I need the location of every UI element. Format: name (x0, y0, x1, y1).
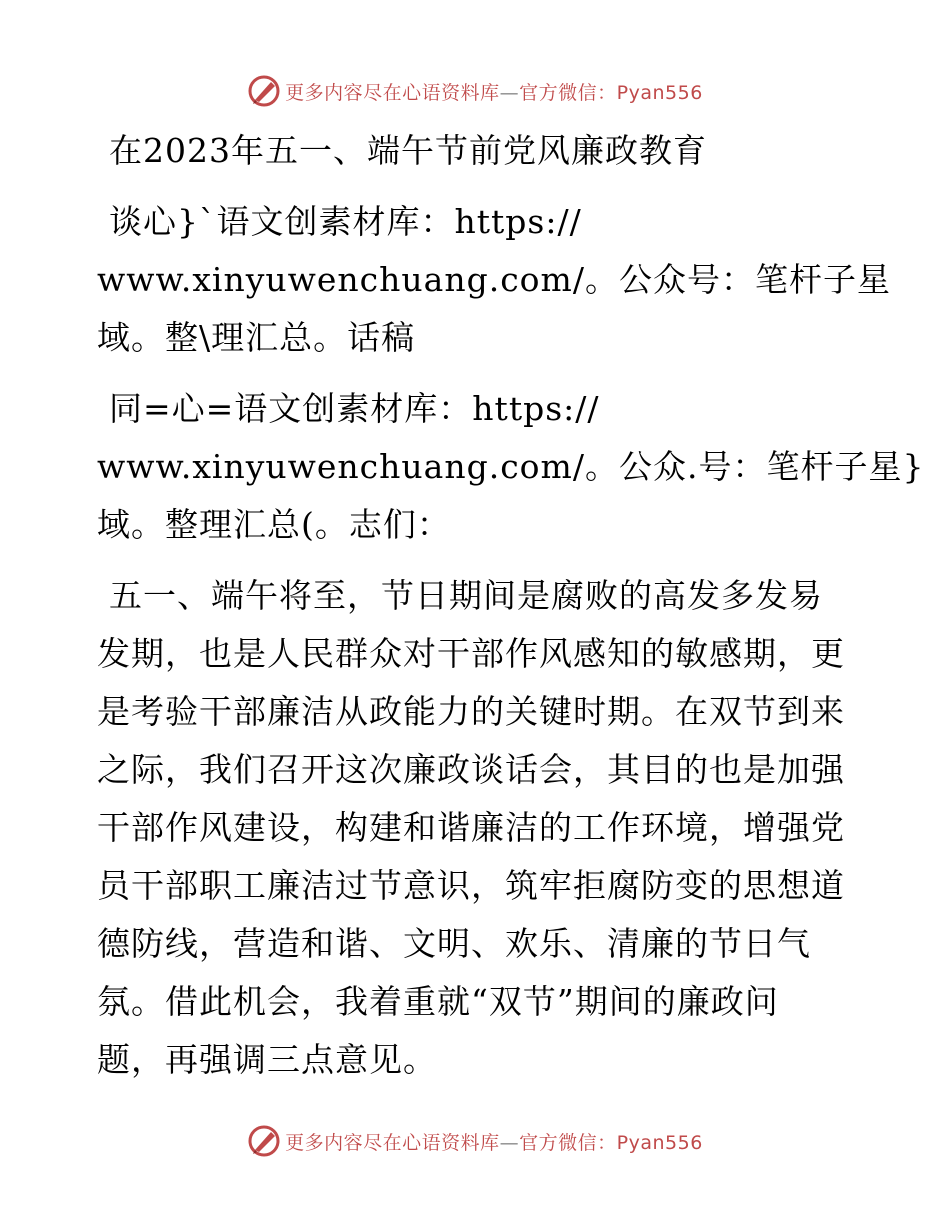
paragraph-line: 题，再强调三点意见。 (97, 1040, 437, 1079)
paragraph-line: 五一、端午将至，节日期间是腐败的高发多发易 (109, 576, 823, 615)
paragraph-1 (97, 193, 891, 367)
banner-separator: — (499, 1131, 520, 1154)
paragraph-line: 谈心}`语文创素材库：https:// (109, 202, 582, 241)
banner-separator: — (499, 81, 520, 104)
footer-banner (0, 1121, 950, 1161)
paragraph-line: 干部作风建设，构建和谐廉洁的工作环境，增强党 (97, 808, 845, 847)
paragraph-line: 发期，也是人民群众对干部作风感知的敏感期，更 (97, 634, 845, 673)
paragraph-3 (97, 567, 857, 1089)
banner-text (285, 1128, 703, 1155)
banner-wechat-text: 官方微信：Pyan556 (519, 1131, 703, 1154)
paragraph-line: www.xinyuwenchuang.com/。公众号：笔杆子星 (97, 260, 891, 299)
header-banner (0, 71, 950, 111)
paragraph-2 (97, 380, 925, 554)
paragraph-line: www.xinyuwenchuang.com/。公众.号：笔杆子星} (97, 447, 925, 486)
paragraph-line: 域。整\理汇总。话稿 (97, 318, 416, 357)
document-body (97, 122, 925, 1089)
banner-main-text: 更多内容尽在心语资料库 (285, 1131, 500, 1154)
paragraph-line: 德防线，营造和谐、文明、欢乐、清廉的节日气 (97, 924, 811, 963)
paragraph-line: 之际，我们召开这次廉政谈话会，其目的也是加强 (97, 750, 845, 789)
banner-text (285, 78, 703, 105)
paragraph-line: 同=心=语文创素材库：https:// (109, 389, 600, 428)
paragraph-line: 是考验干部廉洁从政能力的关键时期。在双节到来 (97, 692, 845, 731)
pen-logo-icon (247, 1124, 281, 1158)
paragraph-line: 员干部职工廉洁过节意识，筑牢拒腐防变的思想道 (97, 866, 845, 905)
banner-wechat-text: 官方微信：Pyan556 (519, 81, 703, 104)
paragraph-line: 域。整理汇总(。志们： (97, 505, 451, 544)
pen-logo-icon (247, 74, 281, 108)
banner-main-text: 更多内容尽在心语资料库 (285, 81, 500, 104)
paragraph-line: 氛。借此机会，我着重就“双节”期间的廉政问 (97, 982, 779, 1021)
document-title: 在2023年五一、端午节前党风廉政教育 (109, 131, 707, 170)
